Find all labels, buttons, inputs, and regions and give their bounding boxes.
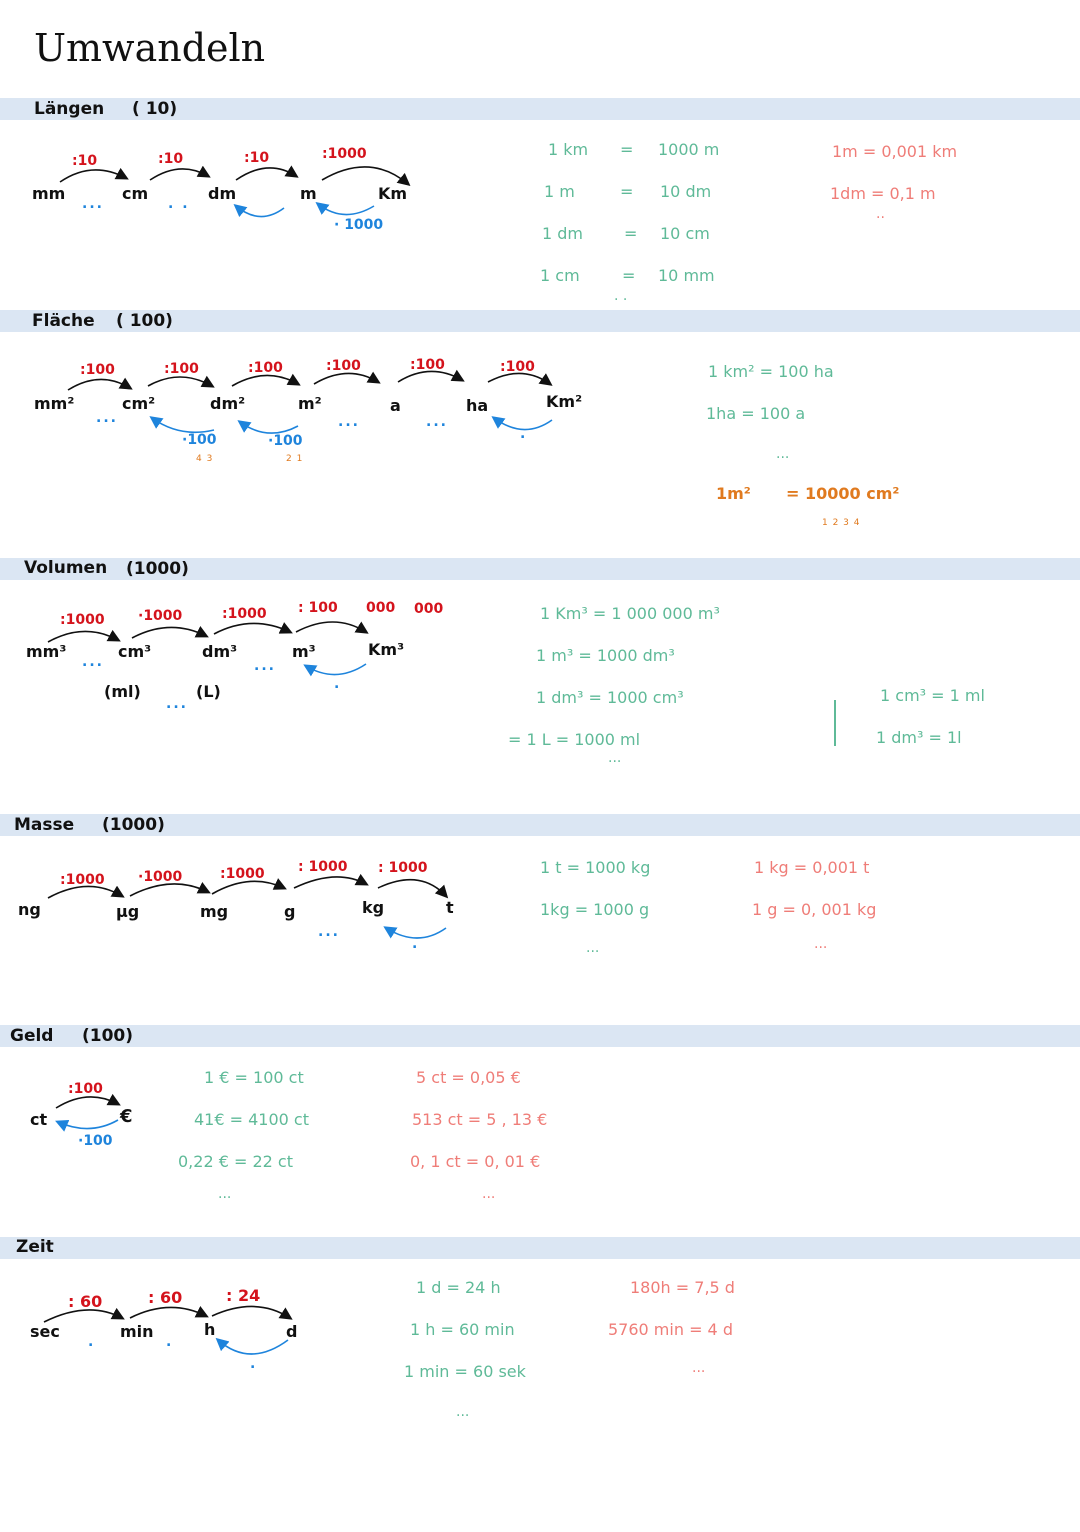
dots: ... (456, 1404, 470, 1420)
op-div-100: :100 (326, 358, 361, 374)
unit-cm: cm (122, 184, 149, 203)
dots: ... (254, 658, 276, 674)
green-equation: 0,22 € = 22 ct (178, 1152, 293, 1171)
op-div-100: :100 (500, 359, 535, 375)
op-div-1000: :1000 (222, 606, 267, 622)
dots: .. (876, 206, 885, 222)
op-mul-1000: ·1000 (138, 608, 183, 624)
pink-equation: 1dm = 0,1 m (830, 184, 936, 203)
unit-ng: ng (18, 900, 41, 919)
unit-m: m (300, 184, 317, 203)
dots: . (166, 1334, 174, 1350)
dots: ... (776, 446, 790, 462)
op-div-10: :10 (158, 151, 184, 167)
dots: ... (814, 936, 828, 952)
eq-sign: = (620, 182, 634, 201)
orange-equation-left: 1m² (716, 484, 751, 503)
dots: ... (426, 414, 448, 430)
place-marks: 4 3 (196, 454, 214, 464)
unit-ug: µg (116, 902, 140, 921)
volumen-heading: Volumen (24, 558, 108, 578)
op-mul-100: ·100 (268, 433, 303, 449)
flaeche-heading: Fläche (32, 311, 95, 331)
green-equation: 1 € = 100 ct (204, 1068, 304, 1087)
pink-equation: 513 ct = 5 , 13 € (412, 1110, 548, 1129)
op-mul-100: ·100 (182, 432, 217, 448)
op-div-100: : 100 (298, 600, 338, 616)
green-equation: 1 Km³ = 1 000 000 m³ (540, 604, 720, 623)
unit-mm2: mm² (34, 394, 75, 413)
op-mul-100: ·100 (78, 1133, 113, 1149)
op-div-24: : 24 (226, 1286, 261, 1305)
green-equation: 1 m³ = 1000 dm³ (536, 646, 675, 665)
dots: . . (168, 196, 190, 212)
unit-mm3: mm³ (26, 642, 67, 661)
unit-km2: Km² (546, 392, 583, 411)
unit-kg: kg (362, 898, 385, 917)
op-div-100: :100 (410, 357, 445, 373)
flaeche-factor: ( 100) (116, 311, 173, 331)
section-band-geld (0, 1025, 1080, 1047)
unit-m2: m² (298, 394, 322, 413)
op-div-1000: :1000 (220, 866, 265, 882)
dots: . (88, 1334, 96, 1350)
dots: . . (614, 288, 628, 304)
orange-equation-right: = 10000 cm² (786, 484, 900, 503)
geld-heading: Geld (10, 1026, 54, 1046)
place-marks: 2 1 (286, 454, 304, 464)
dots: ... (82, 196, 104, 212)
dots: ... (482, 1186, 496, 1202)
pink-equation: 1 g = 0, 001 kg (752, 900, 877, 919)
dots: ... (82, 654, 104, 670)
eq-left: 1 dm (542, 224, 584, 243)
op-mul-1000: · 1000 (334, 217, 384, 233)
eq-sign: = (622, 266, 636, 285)
dots: . (412, 936, 420, 952)
laengen-heading: Längen (34, 99, 105, 119)
op-div-100: :100 (80, 362, 115, 378)
page-title: Umwandeln (34, 26, 266, 70)
green-equation: 1 d = 24 h (416, 1278, 501, 1297)
unit-mg: mg (200, 902, 229, 921)
pink-equation: 1m = 0,001 km (832, 142, 958, 161)
dots: ... (608, 750, 622, 766)
op-zeros: 000 (414, 601, 444, 617)
pink-equation: 180h = 7,5 d (630, 1278, 735, 1297)
dots: . (334, 676, 342, 692)
pink-equation: 5 ct = 0,05 € (416, 1068, 521, 1087)
unit-min: min (120, 1322, 154, 1341)
dots: ... (586, 940, 600, 956)
eq-left: 1 cm (540, 266, 580, 285)
unit-m3: m³ (292, 642, 316, 661)
unit-km: Km (378, 184, 408, 203)
eq-right: 1000 m (658, 140, 720, 159)
op-div-10: :10 (72, 153, 98, 169)
green-equation: 1 km² = 100 ha (708, 362, 834, 381)
dots: ... (166, 696, 188, 712)
pink-equation: 0, 1 ct = 0, 01 € (410, 1152, 541, 1171)
unit-cm3: cm³ (118, 642, 152, 661)
green-equation: 1 min = 60 sek (404, 1362, 526, 1381)
place-marks: 1 2 3 4 (822, 518, 861, 528)
zeit-heading: Zeit (16, 1237, 54, 1257)
eq-left: 1 km (548, 140, 589, 159)
green-equation: 1 t = 1000 kg (540, 858, 651, 877)
op-div-1000: :1000 (60, 872, 105, 888)
laengen-factor: ( 10) (132, 99, 178, 119)
eq-right: 10 cm (660, 224, 710, 243)
op-div-100: :100 (248, 360, 283, 376)
dots: . (250, 1356, 258, 1372)
eq-right: 10 mm (658, 266, 715, 285)
eq-sign: = (624, 224, 638, 243)
unit-h: h (204, 1320, 216, 1339)
green-equation: 1ha = 100 a (706, 404, 806, 423)
dots: ... (318, 924, 340, 940)
dots: ... (96, 410, 118, 426)
unit-ha: ha (466, 396, 489, 415)
unit-cm2: cm² (122, 394, 156, 413)
unit-dm3: dm³ (202, 642, 238, 661)
unit-euro: € (120, 1106, 133, 1127)
unit-mm: mm (32, 184, 66, 203)
green-equation: = 1 L = 1000 ml (508, 730, 641, 749)
masse-heading: Masse (14, 815, 75, 835)
dots: ... (218, 1186, 232, 1202)
unit-a: a (390, 396, 401, 415)
unit-t: t (446, 898, 454, 917)
liter-label-l: (L) (196, 682, 221, 701)
eq-sign: = (620, 140, 634, 159)
eq-right: 10 dm (660, 182, 712, 201)
green-equation: 1kg = 1000 g (540, 900, 650, 919)
green-equation: 1 dm³ = 1l (876, 728, 962, 747)
op-div-1000: : 1000 (298, 859, 348, 875)
unit-dm: dm (208, 184, 237, 203)
op-div-60: : 60 (148, 1288, 183, 1307)
op-div-60: : 60 (68, 1292, 103, 1311)
op-div-100: :100 (68, 1081, 103, 1097)
op-div-10: :10 (244, 150, 270, 166)
op-div-100: :100 (164, 361, 199, 377)
masse-factor: (1000) (102, 815, 165, 835)
unit-d: d (286, 1322, 298, 1341)
geld-factor: (100) (82, 1026, 134, 1046)
eq-left: 1 m (544, 182, 575, 201)
pink-equation: 1 kg = 0,001 t (754, 858, 870, 877)
green-equation: 1 dm³ = 1000 cm³ (536, 688, 684, 707)
section-band-zeit (0, 1237, 1080, 1259)
pink-equation: 5760 min = 4 d (608, 1320, 733, 1339)
unit-ct: ct (30, 1110, 48, 1129)
unit-g: g (284, 902, 296, 921)
dots: ... (338, 414, 360, 430)
op-zeros: 000 (366, 600, 396, 616)
green-equation: 1 h = 60 min (410, 1320, 515, 1339)
op-div-1000: :1000 (322, 146, 367, 162)
unit-dm2: dm² (210, 394, 246, 413)
green-equation: 1 cm³ = 1 ml (880, 686, 985, 705)
volumen-factor: (1000) (126, 559, 189, 579)
liter-label-ml: (ml) (104, 682, 141, 701)
op-div-1000: : 1000 (378, 860, 428, 876)
divider-line (834, 700, 836, 746)
unit-km3: Km³ (368, 640, 405, 659)
unit-sec: sec (30, 1322, 60, 1341)
op-mul-1000: ·1000 (138, 869, 183, 885)
op-div-1000: :1000 (60, 612, 105, 628)
dots: . (520, 426, 528, 442)
green-equation: 41€ = 4100 ct (194, 1110, 309, 1129)
dots: ... (692, 1360, 706, 1376)
